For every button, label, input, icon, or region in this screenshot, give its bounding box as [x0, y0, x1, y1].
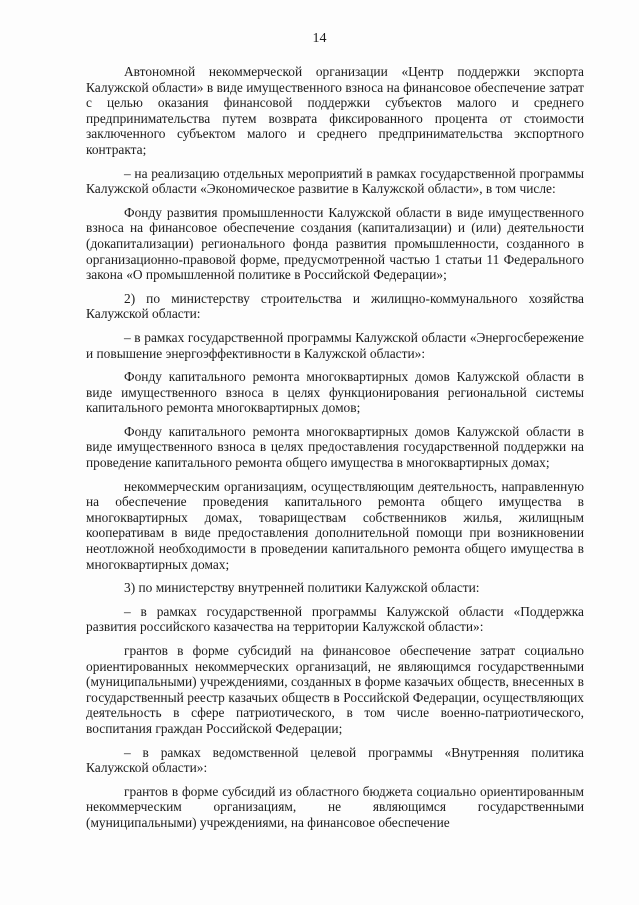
paragraph: Фонду капитального ремонта многоквартирных домов Калужской области в виде имущественного взноса в целях предоставления государственной поддержки на проведение капитального ремонта общего имущества в многоквартирных домах;: [86, 423, 584, 471]
paragraph: – в рамках государственной программы Калужской области «Поддержка развития российского казачества на территории Калужской области»:: [86, 603, 584, 635]
paragraph: Фонду развития промышленности Калужской области в виде имущественного взноса на финансовое обеспечение создания (капитализации) и (или) деятельности (докапитализации) регионального фонда развития промышленности, созданного в организационно-правовой форме, предусмотренной частью 1 статьи 11 Федерального закона «О промышленной политике в Российской Федерации»;: [86, 204, 584, 283]
paragraph: грантов в форме субсидий на финансовое обеспечение затрат социально ориентированных некоммерческих организаций, не являющимся государственными (муниципальными) учреждениями, созданных в форме казачьих обществ, внесенных в государственный реестр казачьих обществ в Российской Федерации, осуществляющих деятельность в сфере патриотического, в том числе военно-патриотического, воспитания граждан Российской Федерации;: [86, 643, 584, 736]
paragraph: – на реализацию отдельных мероприятий в рамках государственной программы Калужской области «Экономическое развитие в Калужской области», в том числе:: [86, 165, 584, 197]
paragraph: – в рамках ведомственной целевой программы «Внутренняя политика Калужской области»:: [86, 744, 584, 776]
paragraph: Фонду капитального ремонта многоквартирных домов Калужской области в виде имущественного взноса в целях функционирования региональной системы капитального ремонта многоквартирных домов;: [86, 369, 584, 416]
document-body: [86, 64, 584, 831]
paragraph: грантов в форме субсидий из областного бюджета социально ориентированным некоммерческим организациям, не являющимся государственными (муниципальными) учреждениями, на финансовое обеспечение: [86, 783, 584, 830]
page-number: 14: [312, 31, 327, 46]
paragraph: – в рамках государственной программы Калужской области «Энергосбережение и повышение энергоэффективности в Калужской области»:: [86, 329, 584, 361]
paragraph: некоммерческим организациям, осуществляющим деятельность, направленную на обеспечение проведения капитального ремонта общего имущества в многоквартирных домах, товариществам собственников жилья, жилищным кооперативам в виде предоставления дополнительной помощи при возникновении неотложной необходимости в проведении капитального ремонта общего имущества в многоквартирных домах;: [86, 478, 584, 572]
paragraph: 3) по министерству внутренней политики Калужской области:: [124, 580, 480, 596]
paragraph: 2) по министерству строительства и жилищно-коммунального хозяйства Калужской области:: [86, 290, 584, 322]
paragraph: Автономной некоммерческой организации «Центр поддержки экспорта Калужской области» в виде имущественного взноса на финансовое обеспечение затрат с целью оказания финансовой поддержки субъектов малого и среднего предпринимательства путем возврата фиксированного процента от стоимости заключенного субъектом малого и среднего предпринимательства экспортного контракта;: [86, 64, 584, 157]
